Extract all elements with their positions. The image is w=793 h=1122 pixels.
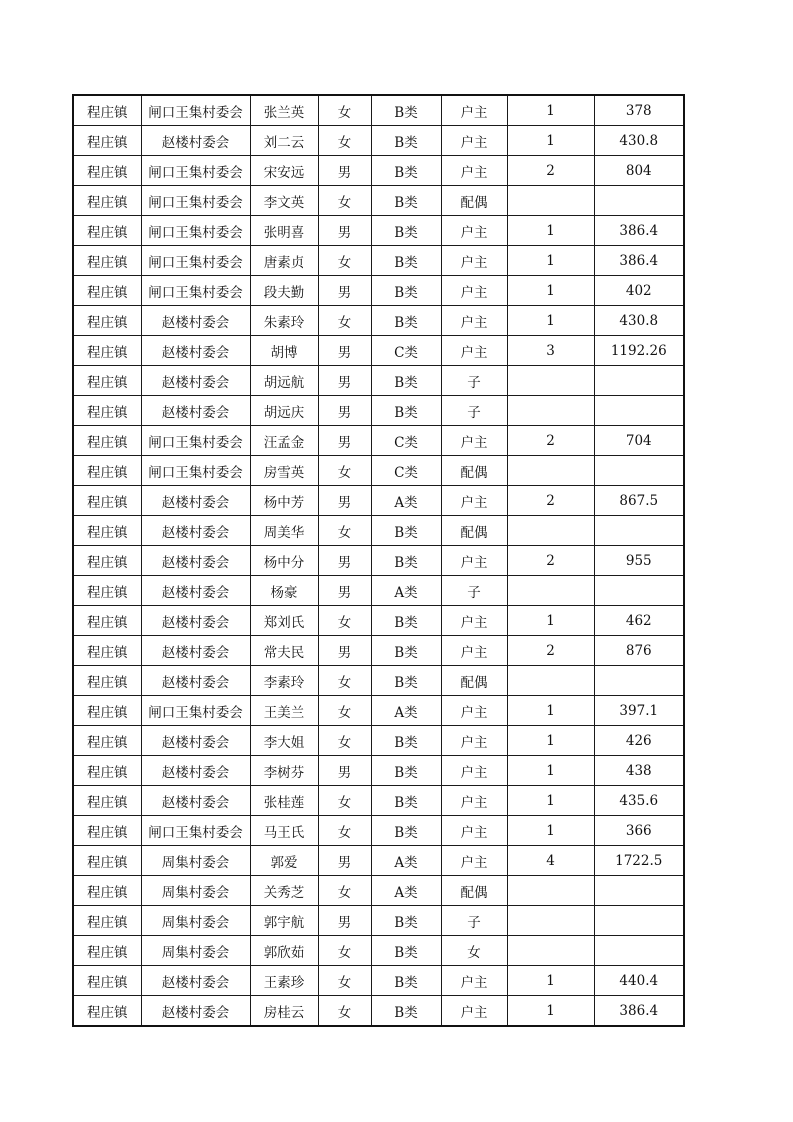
name-cell: 胡远庆	[250, 396, 318, 426]
town-cell: 程庄镇	[73, 876, 141, 906]
category-cell: B类	[371, 816, 441, 846]
town-cell: 程庄镇	[73, 126, 141, 156]
town-cell: 程庄镇	[73, 696, 141, 726]
table-row	[73, 606, 684, 636]
category-cell: B类	[371, 156, 441, 186]
household-count-cell: 4	[507, 846, 594, 876]
gender-cell: 男	[318, 756, 371, 786]
category-cell: B类	[371, 936, 441, 966]
table-row	[73, 816, 684, 846]
name-cell: 张明喜	[250, 216, 318, 246]
town-cell: 程庄镇	[73, 576, 141, 606]
relation-cell: 户主	[441, 726, 507, 756]
town-cell: 程庄镇	[73, 95, 141, 126]
village-cell: 赵楼村委会	[141, 576, 250, 606]
relation-cell: 户主	[441, 246, 507, 276]
category-cell: B类	[371, 606, 441, 636]
amount-cell	[594, 366, 684, 396]
gender-cell: 女	[318, 516, 371, 546]
amount-cell: 704	[594, 426, 684, 456]
gender-cell: 女	[318, 456, 371, 486]
village-cell: 赵楼村委会	[141, 636, 250, 666]
town-cell: 程庄镇	[73, 426, 141, 456]
amount-cell: 1722.5	[594, 846, 684, 876]
table-row	[73, 696, 684, 726]
household-count-cell	[507, 396, 594, 426]
category-cell: B类	[371, 546, 441, 576]
town-cell: 程庄镇	[73, 276, 141, 306]
gender-cell: 女	[318, 966, 371, 996]
relation-cell: 子	[441, 906, 507, 936]
village-cell: 赵楼村委会	[141, 486, 250, 516]
relation-cell: 户主	[441, 786, 507, 816]
name-cell: 李文英	[250, 186, 318, 216]
category-cell: A类	[371, 576, 441, 606]
amount-cell: 440.4	[594, 966, 684, 996]
town-cell: 程庄镇	[73, 756, 141, 786]
amount-cell: 386.4	[594, 246, 684, 276]
name-cell: 郭宇航	[250, 906, 318, 936]
category-cell: B类	[371, 906, 441, 936]
village-cell: 赵楼村委会	[141, 126, 250, 156]
relation-cell: 户主	[441, 426, 507, 456]
gender-cell: 女	[318, 246, 371, 276]
name-cell: 李大姐	[250, 726, 318, 756]
category-cell: B类	[371, 756, 441, 786]
relation-cell: 子	[441, 396, 507, 426]
table-row	[73, 306, 684, 336]
gender-cell: 男	[318, 156, 371, 186]
household-count-cell	[507, 876, 594, 906]
name-cell: 段夫勤	[250, 276, 318, 306]
village-cell: 周集村委会	[141, 906, 250, 936]
amount-cell	[594, 516, 684, 546]
amount-cell	[594, 906, 684, 936]
relation-cell: 子	[441, 366, 507, 396]
amount-cell	[594, 456, 684, 486]
name-cell: 关秀芝	[250, 876, 318, 906]
household-count-cell: 1	[507, 816, 594, 846]
town-cell: 程庄镇	[73, 606, 141, 636]
village-cell: 赵楼村委会	[141, 396, 250, 426]
amount-cell	[594, 666, 684, 696]
relation-cell: 配偶	[441, 456, 507, 486]
name-cell: 胡博	[250, 336, 318, 366]
town-cell: 程庄镇	[73, 186, 141, 216]
category-cell: C类	[371, 456, 441, 486]
amount-cell: 430.8	[594, 306, 684, 336]
gender-cell: 男	[318, 336, 371, 366]
gender-cell: 女	[318, 666, 371, 696]
town-cell: 程庄镇	[73, 726, 141, 756]
town-cell: 程庄镇	[73, 966, 141, 996]
category-cell: B类	[371, 276, 441, 306]
amount-cell: 1192.26	[594, 336, 684, 366]
relation-cell: 户主	[441, 966, 507, 996]
category-cell: B类	[371, 186, 441, 216]
amount-cell: 426	[594, 726, 684, 756]
category-cell: B类	[371, 516, 441, 546]
village-cell: 赵楼村委会	[141, 366, 250, 396]
table-row	[73, 156, 684, 186]
gender-cell: 女	[318, 186, 371, 216]
category-cell: A类	[371, 846, 441, 876]
amount-cell: 955	[594, 546, 684, 576]
table-row	[73, 396, 684, 426]
amount-cell	[594, 396, 684, 426]
name-cell: 朱素玲	[250, 306, 318, 336]
category-cell: C类	[371, 426, 441, 456]
household-count-cell: 1	[507, 696, 594, 726]
gender-cell: 男	[318, 366, 371, 396]
name-cell: 张兰英	[250, 95, 318, 126]
table-body	[73, 95, 684, 1026]
amount-cell: 386.4	[594, 996, 684, 1027]
village-cell: 闸口王集村委会	[141, 816, 250, 846]
category-cell: B类	[371, 726, 441, 756]
name-cell: 汪孟金	[250, 426, 318, 456]
category-cell: B类	[371, 95, 441, 126]
village-cell: 赵楼村委会	[141, 996, 250, 1027]
town-cell: 程庄镇	[73, 396, 141, 426]
gender-cell: 男	[318, 636, 371, 666]
table-row	[73, 186, 684, 216]
table-row	[73, 876, 684, 906]
village-cell: 赵楼村委会	[141, 966, 250, 996]
relation-cell: 配偶	[441, 516, 507, 546]
gender-cell: 男	[318, 396, 371, 426]
table-row	[73, 216, 684, 246]
relation-cell: 户主	[441, 336, 507, 366]
gender-cell: 男	[318, 486, 371, 516]
table-row	[73, 366, 684, 396]
gender-cell: 女	[318, 936, 371, 966]
household-count-cell	[507, 186, 594, 216]
household-count-cell: 1	[507, 216, 594, 246]
category-cell: B类	[371, 666, 441, 696]
name-cell: 郭欣茹	[250, 936, 318, 966]
category-cell: B类	[371, 366, 441, 396]
name-cell: 胡远航	[250, 366, 318, 396]
category-cell: B类	[371, 306, 441, 336]
gender-cell: 女	[318, 606, 371, 636]
village-cell: 闸口王集村委会	[141, 246, 250, 276]
category-cell: C类	[371, 336, 441, 366]
table-row	[73, 786, 684, 816]
household-count-cell: 2	[507, 156, 594, 186]
village-cell: 闸口王集村委会	[141, 156, 250, 186]
town-cell: 程庄镇	[73, 306, 141, 336]
town-cell: 程庄镇	[73, 786, 141, 816]
town-cell: 程庄镇	[73, 336, 141, 366]
table-row	[73, 486, 684, 516]
village-cell: 赵楼村委会	[141, 546, 250, 576]
benefit-table	[72, 94, 685, 1027]
relation-cell: 户主	[441, 126, 507, 156]
relation-cell: 户主	[441, 216, 507, 246]
village-cell: 周集村委会	[141, 936, 250, 966]
household-count-cell: 1	[507, 726, 594, 756]
name-cell: 李树芬	[250, 756, 318, 786]
relation-cell: 户主	[441, 996, 507, 1027]
village-cell: 闸口王集村委会	[141, 276, 250, 306]
household-count-cell: 1	[507, 126, 594, 156]
relation-cell: 户主	[441, 846, 507, 876]
village-cell: 闸口王集村委会	[141, 186, 250, 216]
relation-cell: 户主	[441, 276, 507, 306]
town-cell: 程庄镇	[73, 516, 141, 546]
relation-cell: 配偶	[441, 876, 507, 906]
gender-cell: 女	[318, 95, 371, 126]
name-cell: 杨中芳	[250, 486, 318, 516]
town-cell: 程庄镇	[73, 366, 141, 396]
name-cell: 唐素贞	[250, 246, 318, 276]
village-cell: 闸口王集村委会	[141, 216, 250, 246]
gender-cell: 女	[318, 876, 371, 906]
town-cell: 程庄镇	[73, 486, 141, 516]
table-row	[73, 95, 684, 126]
relation-cell: 户主	[441, 606, 507, 636]
relation-cell: 户主	[441, 95, 507, 126]
relation-cell: 户主	[441, 486, 507, 516]
name-cell: 房桂云	[250, 996, 318, 1027]
relation-cell: 女	[441, 936, 507, 966]
household-count-cell: 3	[507, 336, 594, 366]
village-cell: 周集村委会	[141, 846, 250, 876]
name-cell: 刘二云	[250, 126, 318, 156]
category-cell: B类	[371, 246, 441, 276]
amount-cell	[594, 186, 684, 216]
village-cell: 赵楼村委会	[141, 606, 250, 636]
category-cell: B类	[371, 636, 441, 666]
household-count-cell	[507, 576, 594, 606]
village-cell: 赵楼村委会	[141, 516, 250, 546]
name-cell: 周美华	[250, 516, 318, 546]
town-cell: 程庄镇	[73, 666, 141, 696]
table-row	[73, 666, 684, 696]
relation-cell: 户主	[441, 696, 507, 726]
gender-cell: 女	[318, 306, 371, 336]
relation-cell: 户主	[441, 156, 507, 186]
town-cell: 程庄镇	[73, 936, 141, 966]
name-cell: 马王氏	[250, 816, 318, 846]
gender-cell: 男	[318, 906, 371, 936]
household-count-cell: 1	[507, 95, 594, 126]
category-cell: A类	[371, 486, 441, 516]
name-cell: 李素玲	[250, 666, 318, 696]
amount-cell: 402	[594, 276, 684, 306]
village-cell: 赵楼村委会	[141, 336, 250, 366]
amount-cell: 386.4	[594, 216, 684, 246]
relation-cell: 户主	[441, 756, 507, 786]
table-row	[73, 426, 684, 456]
amount-cell: 435.6	[594, 786, 684, 816]
amount-cell: 876	[594, 636, 684, 666]
town-cell: 程庄镇	[73, 846, 141, 876]
gender-cell: 男	[318, 846, 371, 876]
town-cell: 程庄镇	[73, 906, 141, 936]
table-row	[73, 726, 684, 756]
town-cell: 程庄镇	[73, 546, 141, 576]
gender-cell: 女	[318, 786, 371, 816]
category-cell: B类	[371, 216, 441, 246]
name-cell: 杨豪	[250, 576, 318, 606]
household-count-cell: 2	[507, 426, 594, 456]
gender-cell: 女	[318, 996, 371, 1027]
relation-cell: 户主	[441, 306, 507, 336]
household-count-cell: 1	[507, 246, 594, 276]
relation-cell: 户主	[441, 546, 507, 576]
village-cell: 赵楼村委会	[141, 786, 250, 816]
amount-cell	[594, 576, 684, 606]
amount-cell: 438	[594, 756, 684, 786]
gender-cell: 女	[318, 126, 371, 156]
village-cell: 周集村委会	[141, 876, 250, 906]
relation-cell: 户主	[441, 816, 507, 846]
table-row	[73, 126, 684, 156]
household-count-cell: 1	[507, 606, 594, 636]
gender-cell: 女	[318, 816, 371, 846]
relation-cell: 户主	[441, 636, 507, 666]
name-cell: 郑刘氏	[250, 606, 318, 636]
amount-cell: 397.1	[594, 696, 684, 726]
relation-cell: 配偶	[441, 186, 507, 216]
household-count-cell: 2	[507, 486, 594, 516]
amount-cell: 462	[594, 606, 684, 636]
town-cell: 程庄镇	[73, 816, 141, 846]
category-cell: B类	[371, 786, 441, 816]
table-row	[73, 846, 684, 876]
name-cell: 郭爱	[250, 846, 318, 876]
household-count-cell: 1	[507, 996, 594, 1027]
category-cell: B类	[371, 396, 441, 426]
village-cell: 闸口王集村委会	[141, 95, 250, 126]
category-cell: A类	[371, 876, 441, 906]
table-row	[73, 966, 684, 996]
village-cell: 赵楼村委会	[141, 756, 250, 786]
household-count-cell: 1	[507, 306, 594, 336]
town-cell: 程庄镇	[73, 216, 141, 246]
amount-cell: 430.8	[594, 126, 684, 156]
gender-cell: 男	[318, 426, 371, 456]
town-cell: 程庄镇	[73, 636, 141, 666]
table-row	[73, 456, 684, 486]
household-count-cell	[507, 516, 594, 546]
name-cell: 宋安远	[250, 156, 318, 186]
relation-cell: 子	[441, 576, 507, 606]
amount-cell	[594, 936, 684, 966]
table-row	[73, 276, 684, 306]
name-cell: 王美兰	[250, 696, 318, 726]
table-row	[73, 546, 684, 576]
gender-cell: 女	[318, 696, 371, 726]
household-count-cell	[507, 366, 594, 396]
name-cell: 房雪英	[250, 456, 318, 486]
amount-cell: 366	[594, 816, 684, 846]
category-cell: B类	[371, 996, 441, 1027]
town-cell: 程庄镇	[73, 996, 141, 1027]
gender-cell: 男	[318, 216, 371, 246]
table-row	[73, 336, 684, 366]
town-cell: 程庄镇	[73, 456, 141, 486]
household-count-cell	[507, 936, 594, 966]
household-count-cell: 1	[507, 276, 594, 306]
amount-cell	[594, 876, 684, 906]
gender-cell: 男	[318, 576, 371, 606]
name-cell: 常夫民	[250, 636, 318, 666]
household-count-cell	[507, 906, 594, 936]
table-row	[73, 996, 684, 1027]
table-row	[73, 516, 684, 546]
name-cell: 张桂莲	[250, 786, 318, 816]
amount-cell: 804	[594, 156, 684, 186]
household-count-cell	[507, 456, 594, 486]
town-cell: 程庄镇	[73, 156, 141, 186]
household-count-cell	[507, 666, 594, 696]
household-count-cell: 1	[507, 966, 594, 996]
table-row	[73, 936, 684, 966]
amount-cell: 378	[594, 95, 684, 126]
amount-cell: 867.5	[594, 486, 684, 516]
village-cell: 闸口王集村委会	[141, 426, 250, 456]
table-row	[73, 906, 684, 936]
gender-cell: 男	[318, 546, 371, 576]
table-row	[73, 246, 684, 276]
table-row	[73, 576, 684, 606]
gender-cell: 女	[318, 726, 371, 756]
table-row	[73, 636, 684, 666]
household-count-cell: 2	[507, 636, 594, 666]
table-row	[73, 756, 684, 786]
name-cell: 杨中分	[250, 546, 318, 576]
category-cell: B类	[371, 966, 441, 996]
household-count-cell: 1	[507, 786, 594, 816]
category-cell: B类	[371, 126, 441, 156]
village-cell: 赵楼村委会	[141, 726, 250, 756]
town-cell: 程庄镇	[73, 246, 141, 276]
village-cell: 赵楼村委会	[141, 306, 250, 336]
relation-cell: 配偶	[441, 666, 507, 696]
name-cell: 王素珍	[250, 966, 318, 996]
village-cell: 赵楼村委会	[141, 666, 250, 696]
household-count-cell: 2	[507, 546, 594, 576]
village-cell: 闸口王集村委会	[141, 456, 250, 486]
category-cell: A类	[371, 696, 441, 726]
village-cell: 闸口王集村委会	[141, 696, 250, 726]
gender-cell: 男	[318, 276, 371, 306]
household-count-cell: 1	[507, 756, 594, 786]
